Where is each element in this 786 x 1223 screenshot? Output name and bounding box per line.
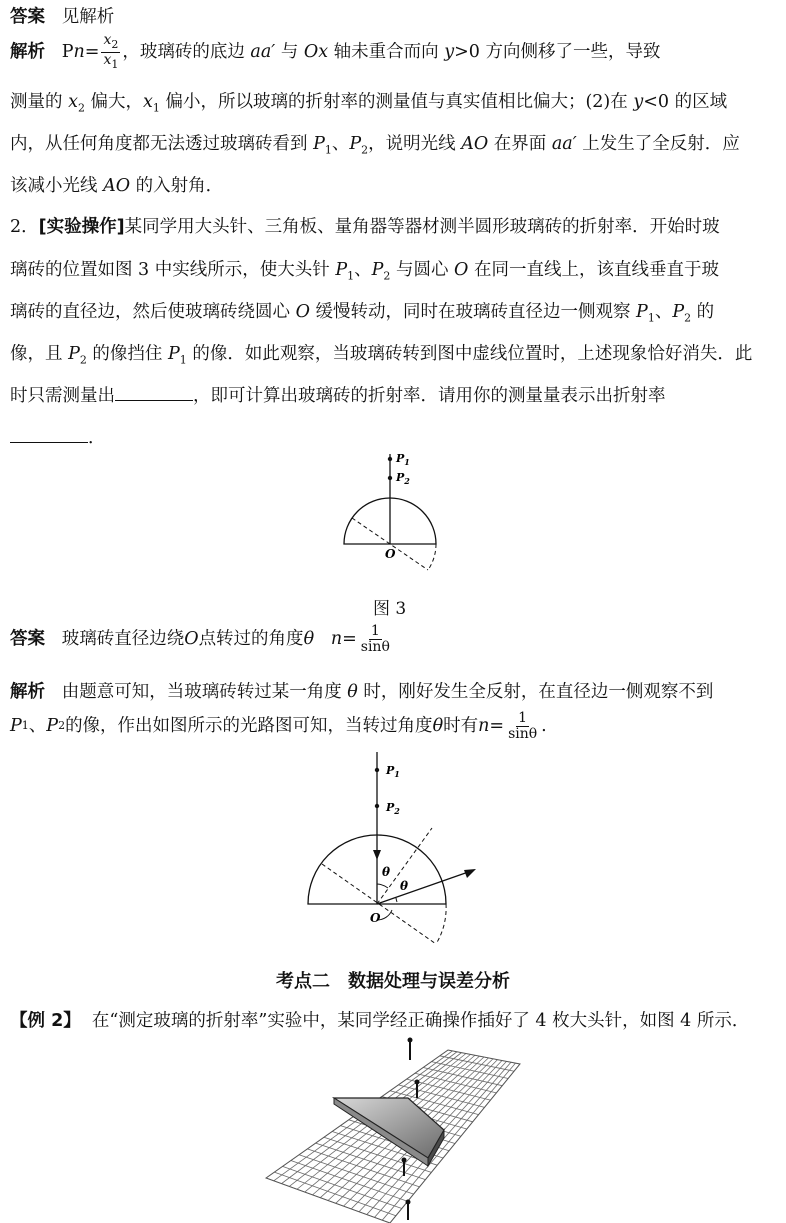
angle-arc-1 <box>377 884 388 888</box>
label-p2: $P_2$ <box>386 801 400 816</box>
figure-3 <box>330 448 460 580</box>
label-o: O <box>385 547 396 561</box>
pin-p2 <box>388 476 392 480</box>
answer-blank-2 <box>10 426 88 443</box>
pin-3-head <box>402 1158 407 1163</box>
label-p1: $P_1$ <box>396 452 410 467</box>
rotated-arc-dashed <box>436 904 446 944</box>
analysis-2-line-2: P 1 、 P 2 的像，作出如图所示的光路图可知，当转过角度 θ 时有 n = $\frac{1}{\sin\theta}$ . <box>10 709 547 742</box>
answer-fraction: $\frac{1}{\sin\theta}$ <box>360 622 390 655</box>
theta-label-1: θ <box>382 865 391 879</box>
analysis-1-line-2: 测量的 $x_2$ 偏大，$x_1$ 偏小，所以玻璃的折射率的测量值与真实值相比偏大；(2)在 y<0 的区域 <box>10 92 728 115</box>
question-2-line-4: 像，且 $P_2$ 的像挡住 $P_1$ 的像．如此观察，当玻璃砖转到图中虚线位置时，上述现象恰好消失．此 <box>10 344 753 367</box>
angle-arc-2 <box>396 898 397 902</box>
answer-1-line <box>10 4 774 30</box>
refractive-index-fraction: $\frac{x_2}{x_1}$ <box>103 31 119 71</box>
question-2-line-6: ． <box>10 425 774 451</box>
theta-label-2: θ <box>400 879 409 893</box>
question-2-line-5: 时只需测量出 ，即可计算出玻璃砖的折射率．请用你的测量量表示出折射率 <box>10 386 666 406</box>
analysis-1-line-4: 该减小光线 AO 的入射角． <box>10 176 224 196</box>
incident-arrow <box>373 850 381 860</box>
analysis-1-line-3: 内，从任何角度都无法透过玻璃砖看到 $P_1$、$P_2$，说明光线 AO 在界面 aa′ 上发生了全反射．应 <box>10 134 740 157</box>
answer-text: 见解析 <box>61 7 115 27</box>
pin-4-head <box>406 1200 411 1205</box>
glass-block-top <box>334 1098 444 1158</box>
answer-blank-1 <box>115 384 193 401</box>
figure-4 <box>262 1036 524 1223</box>
pin-1-head <box>408 1038 413 1043</box>
refracted-arrow <box>464 869 476 878</box>
question-2-line-2: 璃砖的位置如图 3 中实线所示，使大头针 $P_1$、$P_2$ 与圆心 O 在同一直线上，该直线垂直于玻 <box>10 260 719 283</box>
label-p1: $P_1$ <box>386 764 400 779</box>
analysis-fraction: $\frac{1}{\sin\theta}$ <box>508 709 538 742</box>
rotated-arc-dashed <box>428 544 436 570</box>
analysis-2-line-1: 解析 由题意可知，当玻璃砖转过某一角度 θ 时，刚好发生全反射，在直径边一侧观察不到 <box>10 682 714 702</box>
question-tag: [实验操作] <box>38 217 125 237</box>
answer-label: 答案 <box>10 7 45 27</box>
pin-p1 <box>388 457 392 461</box>
pin-2-head <box>415 1080 420 1085</box>
refracted-ray <box>377 870 474 904</box>
question-2-line-3: 璃砖的直径边，然后使玻璃砖绕圆心 O 缓慢转动，同时在玻璃砖直径边一侧观察 $P_1$、$P_2$ 的 <box>10 302 715 325</box>
answer-2-line: 答案 玻璃砖直径边绕 O 点转过的角度 θ n = $\frac{1}{\sin\theta}$ <box>10 622 390 655</box>
analysis-label: 解析 <box>10 41 45 62</box>
analysis-1-line-1: 解析 Pn= $\frac{x_2}{x_1}$ ，玻璃砖的底边 aa′ 与 Ox 轴未重合而向 y>0 方向侧移了一些，导致 <box>10 31 661 71</box>
pin-p2 <box>375 804 379 808</box>
figure-3-caption: 图 3 <box>373 599 407 619</box>
label-o: O <box>370 911 381 925</box>
section-heading: 考点二 数据处理与误差分析 <box>276 971 510 992</box>
light-path-figure <box>300 752 490 950</box>
example-2-line: 【例 2】 在“测定玻璃的折射率”实验中，某同学经正确操作插好了 4 枚大头针，如图 4 所示． <box>10 1011 750 1031</box>
label-p2: $P_2$ <box>396 471 410 486</box>
question-2-line-1: 2．[实验操作]某同学用大头针、三角板、量角器等器材测半圆形玻璃砖的折射率．开始时玻 <box>10 217 720 237</box>
pin-p1 <box>375 768 379 772</box>
